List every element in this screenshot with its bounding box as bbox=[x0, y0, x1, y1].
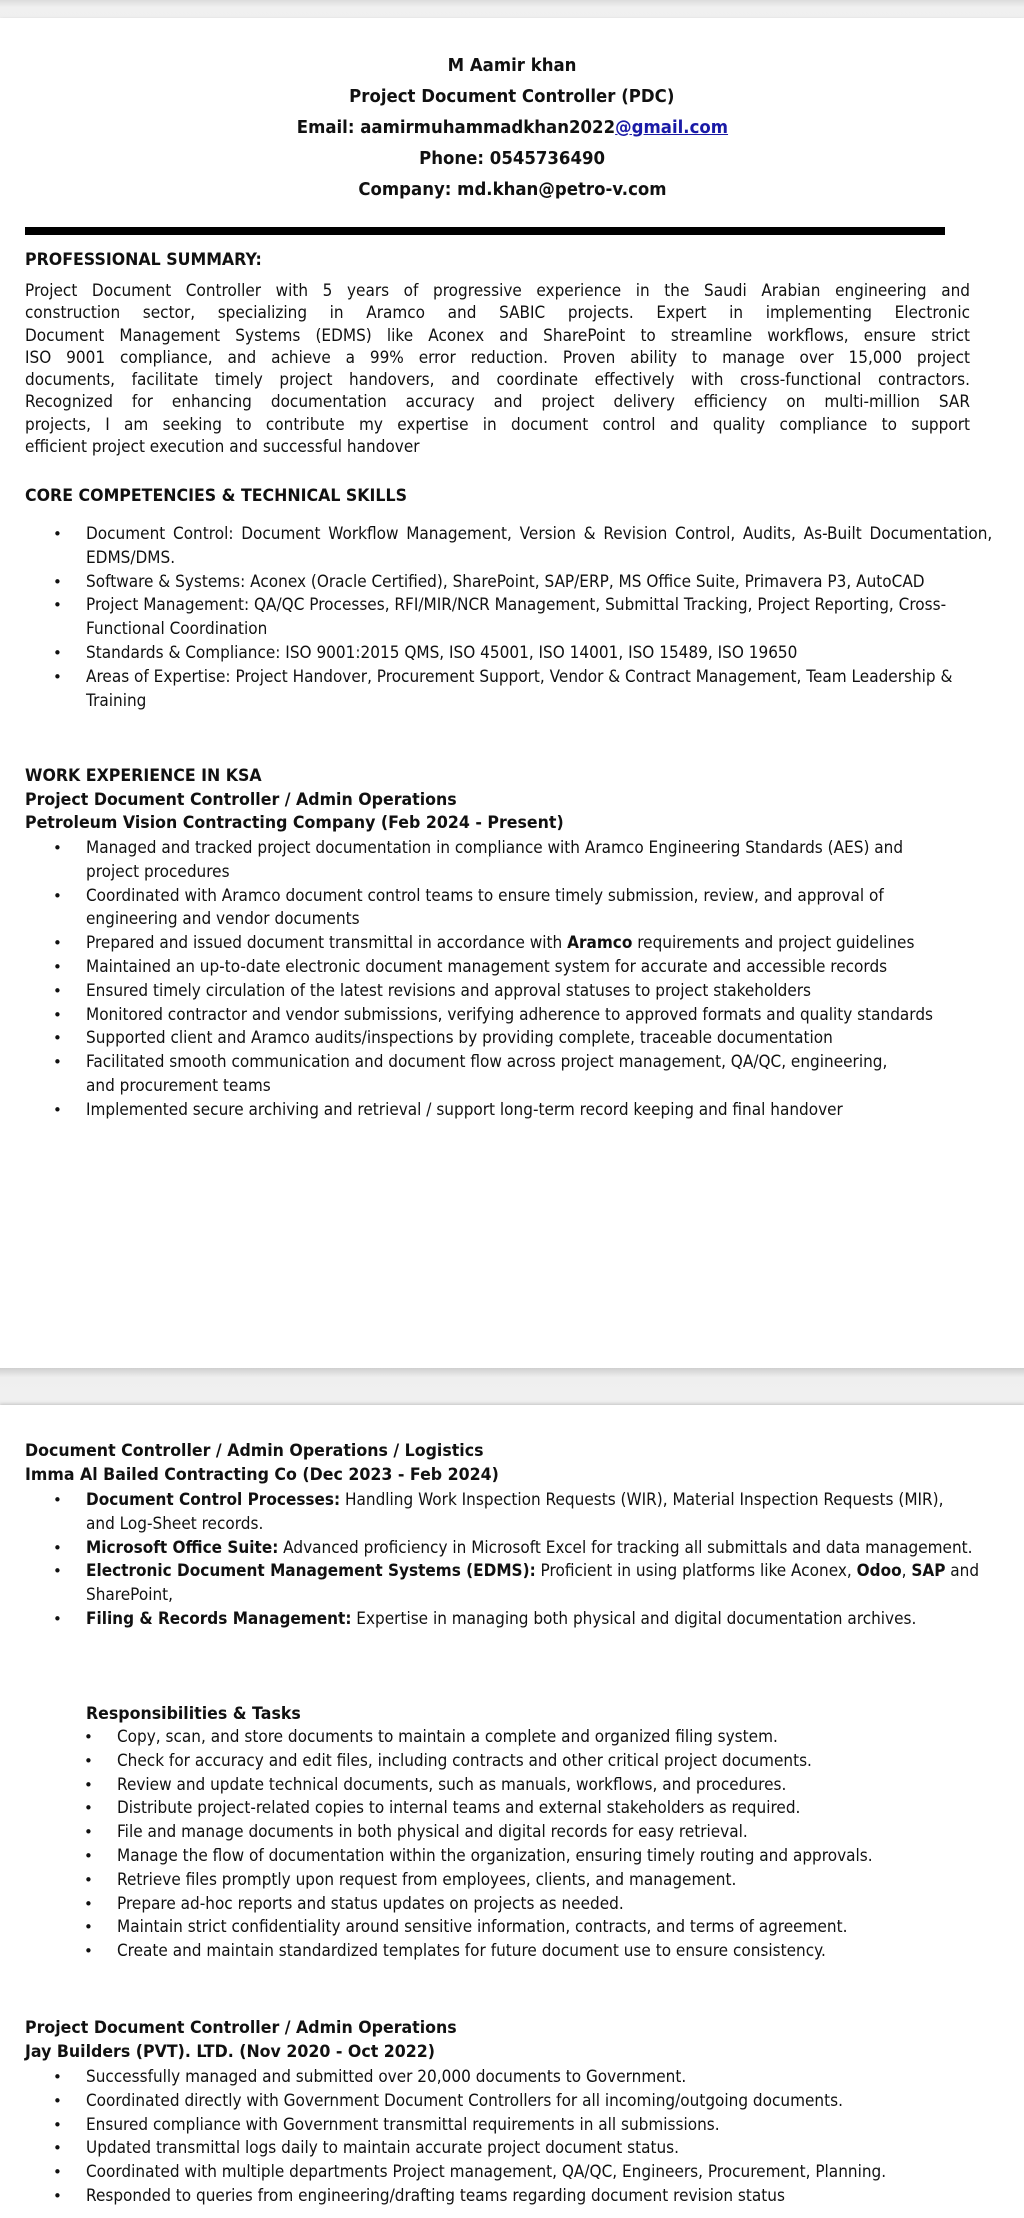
page-break-gap bbox=[0, 1368, 1024, 1405]
bullet-icon: • bbox=[53, 886, 62, 905]
bullet-icon: • bbox=[53, 1053, 62, 1072]
list-item: • Updated transmittal logs daily to maintain accurate project document status. bbox=[53, 2137, 993, 2161]
candidate-title: Project Document Controller (PDC) bbox=[349, 86, 675, 107]
contact-phone: Phone: 0545736490 bbox=[419, 148, 605, 169]
document-page-2 bbox=[0, 1405, 1024, 2218]
bullet-icon: • bbox=[84, 1775, 93, 1794]
list-item: • Standards & Compliance: ISO 9001:2015 QMS, ISO 45001, ISO 14001, ISO 15489, ISO 19650 bbox=[53, 642, 993, 666]
bullet-icon: • bbox=[53, 525, 62, 543]
summary-line: Document Management Systems (EDMS) like Aconex and SharePoint to streamline workflows, ensure strict bbox=[25, 325, 970, 346]
job-3-bullets bbox=[53, 2066, 993, 2209]
job-1-bullets bbox=[53, 837, 993, 1123]
bullet-icon: • bbox=[53, 2139, 62, 2158]
bullet-icon: • bbox=[84, 1799, 93, 1818]
bullet-icon: • bbox=[53, 2186, 62, 2205]
list-item: • Manage the flow of documentation within the organization, ensuring timely routing and approvals. bbox=[84, 1845, 994, 1869]
summary-paragraph bbox=[25, 280, 970, 458]
list-item: • Maintain strict confidentiality around sensitive information, contracts, and terms of agreement. bbox=[84, 1916, 994, 1940]
summary-line: efficient project execution and successful handover bbox=[25, 437, 420, 458]
bullet-icon: • bbox=[53, 1609, 62, 1628]
list-item: • Areas of Expertise: Project Handover, Procurement Support, Vendor & Contract Management, Team Leadership & Training bbox=[53, 666, 953, 711]
email-link[interactable]: @gmail.com bbox=[614, 117, 728, 138]
bullet-icon: • bbox=[84, 1918, 93, 1937]
list-item: • Prepare ad-hoc reports and status updates on projects as needed. bbox=[84, 1893, 994, 1917]
job-2-role: Document Controller / Admin Operations / Logistics bbox=[25, 1441, 484, 1461]
list-item: • Microsoft Office Suite: Advanced proficiency in Microsoft Excel for tracking all submittals and data management. bbox=[53, 1537, 993, 1561]
aramco-emphasis: Aramco bbox=[567, 933, 633, 954]
list-item: • Coordinated directly with Government Document Controllers for all incoming/outgoing documents. bbox=[53, 2090, 993, 2114]
bullet-icon: • bbox=[53, 1538, 62, 1557]
job-1-company: Petroleum Vision Contracting Company (Feb 2024 - Present) bbox=[25, 813, 564, 833]
bullet-icon: • bbox=[84, 1942, 93, 1961]
responsibilities-heading: Responsibilities & Tasks bbox=[86, 1704, 301, 1724]
bullet-icon: • bbox=[53, 596, 62, 615]
email-text: Email: aamirmuhammadkhan2022 bbox=[296, 117, 615, 138]
bullet-icon: • bbox=[53, 643, 62, 662]
bullet-icon: • bbox=[53, 2163, 62, 2182]
responsibilities-list bbox=[84, 1726, 994, 1964]
candidate-name: M Aamir khan bbox=[447, 55, 577, 76]
list-item: • Maintained an up-to-date electronic document management system for accurate and accessible records bbox=[53, 956, 993, 980]
list-item: • Ensured compliance with Government transmittal requirements in all submissions. bbox=[53, 2114, 993, 2138]
bullet-icon: • bbox=[53, 2115, 62, 2134]
bullet-icon: • bbox=[53, 2068, 62, 2086]
list-item: • Implemented secure archiving and retrieval / support long-term record keeping and final handover bbox=[53, 1099, 993, 1123]
bullet-icon: • bbox=[84, 1870, 93, 1889]
bullet-icon: • bbox=[53, 1491, 62, 1509]
list-item: • Check for accuracy and edit files, including contracts and other critical project documents. bbox=[84, 1750, 994, 1774]
bullet-icon: • bbox=[53, 934, 62, 953]
bullet-icon: • bbox=[53, 1100, 62, 1119]
summary-heading: PROFESSIONAL SUMMARY: bbox=[25, 250, 262, 270]
list-item: • Prepared and issued document transmittal in accordance with Aramco requirements and project guidelines bbox=[53, 932, 993, 956]
summary-line: ISO 9001 compliance, and achieve a 99% error reduction. Proven ability to manage over 15,000 project bbox=[25, 347, 970, 368]
contact-email bbox=[0, 116, 1024, 140]
job-3-company: Jay Builders (PVT). LTD. (Nov 2020 - Oct 2022) bbox=[25, 2042, 436, 2062]
list-item: • Coordinated with Aramco document control teams to ensure timely submission, review, and approval of engineering and vendor documents bbox=[53, 885, 884, 930]
bullet-icon: • bbox=[53, 981, 62, 1000]
bullet-icon: • bbox=[84, 1728, 93, 1746]
job-3-role: Project Document Controller / Admin Operations bbox=[25, 2018, 457, 2038]
bullet-icon: • bbox=[84, 1846, 93, 1865]
contact-company: Company: md.khan@petro-v.com bbox=[357, 179, 667, 200]
list-item: • Coordinated with multiple departments Project management, QA/QC, Engineers, Procurement, Planning. bbox=[53, 2161, 993, 2185]
competencies-list bbox=[53, 523, 993, 713]
bullet-icon: • bbox=[53, 1005, 62, 1024]
bullet-icon: • bbox=[53, 957, 62, 976]
bullet-icon: • bbox=[53, 1029, 62, 1048]
list-item: • Retrieve files promptly upon request from employees, clients, and management. bbox=[84, 1869, 994, 1893]
list-item: • Electronic Document Management Systems (EDMS): Proficient in using platforms like Aconex, Odoo, SAP and SharePoint, bbox=[53, 1561, 980, 1606]
bullet-icon: • bbox=[84, 1823, 93, 1842]
list-item: • Document Control Processes: Handling Work Inspection Requests (WIR), Material Inspection Requests (MIR), and Log-Sheet records. bbox=[53, 1490, 944, 1534]
competencies-heading: CORE COMPETENCIES & TECHNICAL SKILLS bbox=[25, 486, 407, 506]
list-item: • Project Management: QA/QC Processes, RFI/MIR/NCR Management, Submittal Tracking, Project Reporting, Cross-Functional Coordination bbox=[53, 595, 947, 640]
list-item: • Facilitated smooth communication and document flow across project management, QA/QC, engineering, and procurement teams bbox=[53, 1052, 888, 1096]
viewer-top-gap bbox=[0, 0, 1024, 18]
bullet-icon: • bbox=[84, 1751, 93, 1770]
job-2-bullets bbox=[53, 1489, 993, 1632]
list-item: • Managed and tracked project documentation in compliance with Aramco Engineering Standards (AES) and project procedures bbox=[53, 838, 904, 882]
experience-heading: WORK EXPERIENCE IN KSA bbox=[25, 766, 262, 786]
bullet-icon: • bbox=[53, 667, 62, 686]
list-item: • Successfully managed and submitted over 20,000 documents to Government. bbox=[53, 2066, 993, 2090]
bullet-icon: • bbox=[53, 572, 62, 591]
header-divider bbox=[25, 227, 945, 235]
document-page-1 bbox=[0, 18, 1024, 1368]
list-item: • Supported client and Aramco audits/inspections by providing complete, traceable documentation bbox=[53, 1027, 993, 1051]
job-2-company: Imma Al Bailed Contracting Co (Dec 2023 - Feb 2024) bbox=[25, 1465, 499, 1485]
bullet-icon: • bbox=[53, 1562, 62, 1581]
job-1-role: Project Document Controller / Admin Operations bbox=[25, 790, 457, 810]
bullet-icon: • bbox=[53, 2091, 62, 2110]
summary-line: Project Document Controller with 5 years of progressive experience in the Saudi Arabian engineering and bbox=[25, 281, 970, 301]
list-item: • File and manage documents in both physical and digital records for easy retrieval. bbox=[84, 1821, 994, 1845]
list-item: • Create and maintain standardized templates for future document use to ensure consistency. bbox=[84, 1940, 994, 1964]
list-item: • Document Control: Document Workflow Management, Version & Revision Control, Audits, As-Built Documentation, EDMS/DMS. bbox=[53, 524, 993, 568]
bullet-icon: • bbox=[53, 839, 62, 857]
list-item: • Monitored contractor and vendor submissions, verifying adherence to approved formats and quality standards bbox=[53, 1004, 993, 1028]
list-item: • Distribute project-related copies to internal teams and external stakeholders as required. bbox=[84, 1797, 994, 1821]
list-item: • Software & Systems: Aconex (Oracle Certified), SharePoint, SAP/ERP, MS Office Suite, Primavera P3, AutoCAD bbox=[53, 571, 993, 595]
summary-line: Recognized for enhancing documentation accuracy and project delivery efficiency on multi-million SAR bbox=[25, 392, 970, 413]
list-item: • Review and update technical documents, such as manuals, workflows, and procedures. bbox=[84, 1774, 994, 1798]
summary-line: documents, facilitate timely project handovers, and coordinate effectively with cross-functional contractors. bbox=[25, 370, 970, 391]
list-item: • Ensured timely circulation of the latest revisions and approval statuses to project stakeholders bbox=[53, 980, 993, 1004]
list-item: • Responded to queries from engineering/drafting teams regarding document revision status bbox=[53, 2185, 993, 2209]
summary-line: construction sector, specializing in Aramco and SABIC projects. Expert in implementing Electronic bbox=[25, 303, 970, 324]
list-item: • Filing & Records Management: Expertise in managing both physical and digital documentation archives. bbox=[53, 1608, 993, 1632]
summary-line: projects, I am seeking to contribute my expertise in document control and quality compliance to support bbox=[25, 414, 970, 435]
list-item: • Copy, scan, and store documents to maintain a complete and organized filing system. bbox=[84, 1726, 994, 1750]
bullet-icon: • bbox=[84, 1894, 93, 1913]
